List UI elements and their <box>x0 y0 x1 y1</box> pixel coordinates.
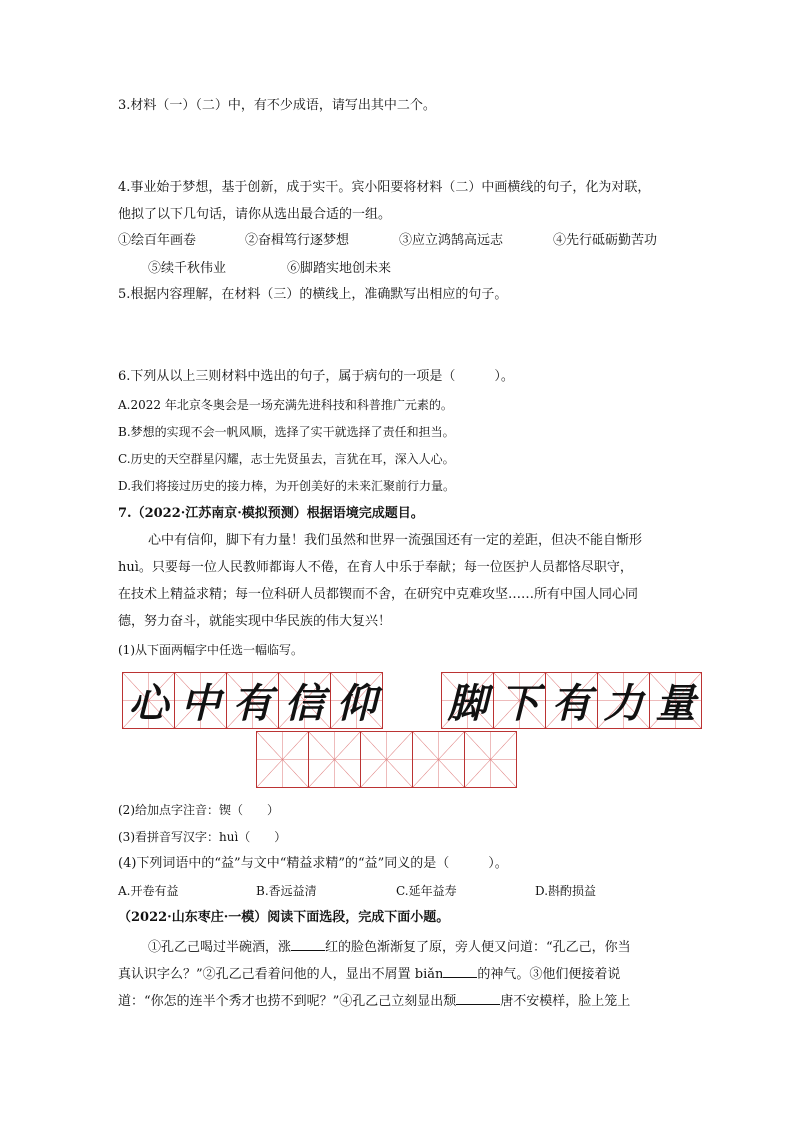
q4-option-2: ②奋楫笃行逐梦想 <box>245 233 350 248</box>
callig-cell: 中 <box>174 672 227 729</box>
q6-option-a: A.2022 年北京冬奥会是一场充满先进科技和科普推广元素的。 <box>118 398 453 412</box>
calligraphy-sample-2 <box>441 672 701 729</box>
practice-cell[interactable] <box>308 731 361 788</box>
q4-option-1: ①绘百年画卷 <box>118 233 197 248</box>
callig-cell: 仰 <box>330 672 383 729</box>
practice-cell[interactable] <box>256 731 309 788</box>
callig-cell: 量 <box>649 672 702 729</box>
q6-option-d: D.我们将接过历史的接力棒，为开创美好的未来汇聚前行力量。 <box>118 479 456 493</box>
question-5: 5.根据内容理解，在材料（三）的横线上，准确默写出相应的句子。 <box>118 287 508 302</box>
q7-option-d: D.斟酌损益 <box>535 884 597 898</box>
question-7-title: 7.（2022·江苏南京·模拟预测）根据语境完成题目。 <box>118 506 424 521</box>
q7-option-b: B.香远益清 <box>256 884 317 898</box>
question-3: 3.材料（一）（二）中，有不少成语，请写出其中二个。 <box>118 98 436 113</box>
q6-option-c: C.历史的天空群星闪耀，志士先贤虽去，言犹在耳，深入人心。 <box>118 452 455 466</box>
q7-paragraph-line-4: 德，努力奋斗，就能实现中华民族的伟大复兴！ <box>118 614 392 629</box>
q7-paragraph-line-1: 心中有信仰，脚下有力量！我们虽然和世界一流强国还有一定的差距，但决不能自惭形 <box>148 533 643 548</box>
q8-line-3: 道：“你怎的连半个秀才也捞不到呢？”④孔乙己立刻显出颓 唐不安模样，脸上笼上 <box>118 991 630 1010</box>
q4-option-6: ⑥脚踏实地创未来 <box>287 261 392 276</box>
q7-paragraph-line-3: 在技术上精益求精；每一位科研人员都锲而不舍，在研究中克难攻坚……所有中国人同心同 <box>118 587 639 602</box>
q8-line-1: ①孔乙己喝过半碗酒，涨 红的脸色渐渐复了原，旁人便又问道：“孔乙己，你当 <box>148 937 631 956</box>
callig-cell: 心 <box>122 672 175 729</box>
practice-grid[interactable] <box>256 731 516 788</box>
practice-cell[interactable] <box>412 731 465 788</box>
q7-option-a: A.开卷有益 <box>118 884 179 898</box>
q6-option-b: B.梦想的实现不会一帆风顺，选择了实干就选择了责任和担当。 <box>118 425 455 439</box>
q7-sub-3: (3)看拼音写汉字：huì（ ） <box>118 830 287 844</box>
question-6: 6.下列从以上三则材料中选出的句子，属于病句的一项是（ ）。 <box>118 369 514 384</box>
callig-cell: 下 <box>493 672 546 729</box>
callig-cell: 信 <box>278 672 331 729</box>
practice-cell[interactable] <box>360 731 413 788</box>
q7-sub-1: (1)从下面两幅字中任选一幅临写。 <box>118 643 303 657</box>
callig-cell: 力 <box>597 672 650 729</box>
calligraphy-sample-1 <box>122 672 382 729</box>
q4-option-4: ④先行砥砺勤苦功 <box>553 233 658 248</box>
q7-paragraph-line-2: huì。只要每一位人民教师都诲人不倦，在育人中乐于奉献；每一位医护人员都恪尽职守， <box>118 560 633 575</box>
blank[interactable] <box>456 991 500 1005</box>
blank[interactable] <box>291 937 325 951</box>
question-4-line-2: 他拟了以下几句话，请你从选出最合适的一组。 <box>118 207 392 222</box>
callig-cell: 脚 <box>441 672 494 729</box>
q7-sub-2: (2)给加点字注音：锲（ ） <box>118 803 279 817</box>
blank[interactable] <box>443 964 477 978</box>
q7-sub-4: (4)下列词语中的“益”与文中“精益求精”的“益”同义的是（ ）。 <box>118 856 508 871</box>
callig-cell: 有 <box>545 672 598 729</box>
q4-option-5: ⑤续千秋伟业 <box>148 261 227 276</box>
question-4-line-1: 4.事业始于梦想，基于创新，成于实干。宾小阳要将材料（二）中画横线的句子，化为对联， <box>118 180 651 195</box>
practice-cell[interactable] <box>464 731 517 788</box>
callig-cell: 有 <box>226 672 279 729</box>
q7-option-c: C.延年益寿 <box>396 884 457 898</box>
q8-line-2: 真认识字么？”②孔乙己看着问他的人，显出不屑置 biǎn 的神气。③他们便接着说 <box>118 964 620 983</box>
q4-option-3: ③应立鸿鹄高远志 <box>399 233 504 248</box>
question-8-title: （2022·山东枣庄·一模）阅读下面选段，完成下面小题。 <box>118 910 450 925</box>
